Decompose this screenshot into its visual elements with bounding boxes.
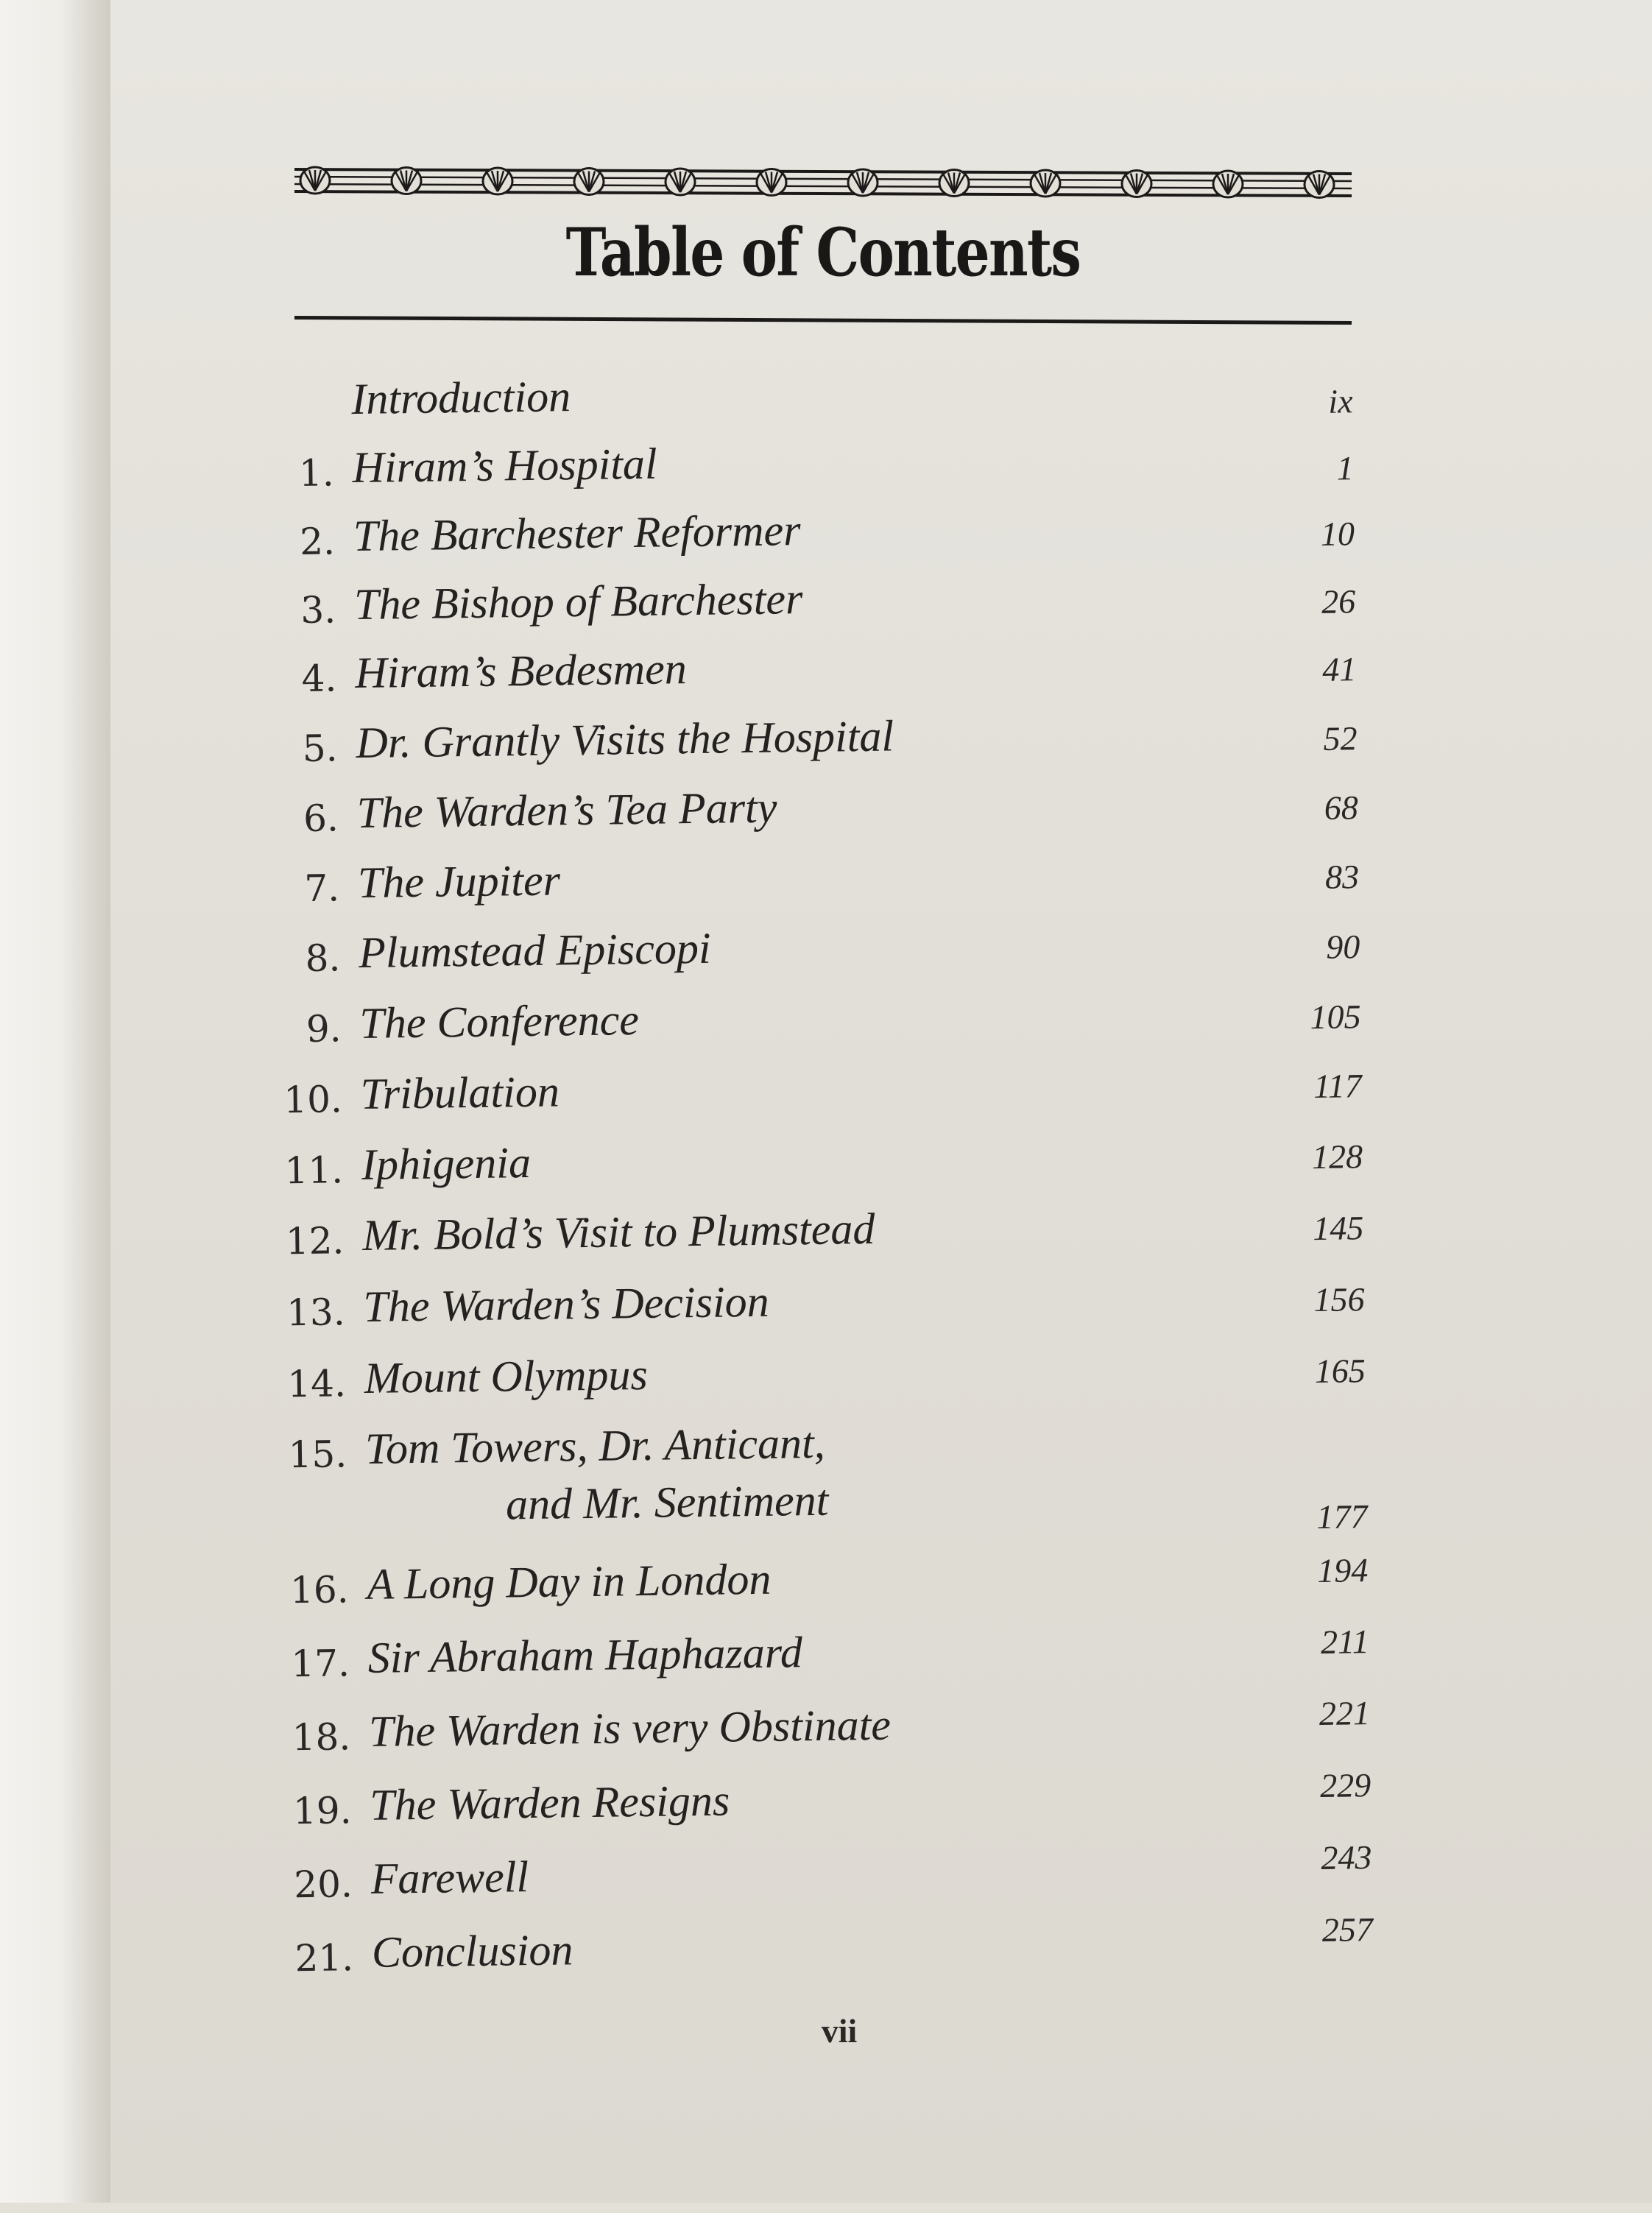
chapter-number: 18. (292, 1715, 351, 1760)
chapter-number (244, 383, 333, 384)
chapter-title: The Warden is very Obstinate (368, 1700, 892, 1756)
chapter-number: 13. (286, 1291, 346, 1335)
chapter-title: A Long Day in London (367, 1554, 772, 1609)
chapter-title: The Barchester Reformer (353, 506, 801, 561)
chapter-title: Hiram’s Hospital (352, 439, 657, 493)
chapter-number: 17. (290, 1642, 350, 1686)
toc-entry (10, 1837, 1652, 1917)
toc-entry (2, 1265, 1652, 1345)
chapter-title: Sir Abraham Haphazard (367, 1628, 803, 1682)
page-reference: 257 (1321, 1910, 1374, 1949)
chapter-title: The Warden Resigns (369, 1776, 730, 1829)
toc-entry (0, 562, 1646, 643)
chapter-title: Iphigenia (361, 1137, 532, 1189)
chapter-number: 1. (298, 451, 335, 495)
toc-entry (0, 357, 1643, 437)
page-reference: 52 (1323, 719, 1358, 758)
page-reference: 156 (1313, 1280, 1365, 1319)
chapter-title: The Warden’s Decision (363, 1277, 770, 1331)
toc-entry (1, 1123, 1652, 1203)
toc-entry (0, 494, 1645, 574)
chapter-title: Tom Towers, Dr. Anticant, (364, 1418, 826, 1473)
chapter-number: 9. (306, 1007, 342, 1051)
page-reference: 177 (1316, 1497, 1368, 1536)
toc-entry (0, 426, 1644, 506)
toc-entry (0, 841, 1649, 921)
chapter-title: Mount Olympus (364, 1349, 649, 1402)
page-reference: 211 (1320, 1623, 1369, 1661)
chapter-title: Mr. Bold’s Visit to Plumstead (361, 1204, 875, 1260)
toc-entry (6, 1542, 1652, 1623)
chapter-title: Introduction (350, 372, 571, 424)
chapter-number: 2. (299, 520, 336, 564)
toc-entry (3, 1336, 1652, 1416)
chapter-number: 7. (304, 867, 340, 910)
toc-entry (0, 631, 1647, 711)
chapter-number: 4. (301, 657, 337, 700)
page-reference: 243 (1321, 1838, 1372, 1877)
toc-entry (0, 911, 1651, 991)
page-reference: 10 (1320, 515, 1355, 553)
toc-entry (0, 1052, 1652, 1132)
toc-entry (1, 1193, 1652, 1274)
chapter-title: Tribulation (360, 1067, 560, 1118)
chapter-title: Hiram’s Bedesmen (354, 644, 688, 698)
toc-entry (4, 1407, 1652, 1536)
page-reference: 229 (1319, 1766, 1372, 1805)
chapter-number: 5. (302, 727, 338, 770)
page-reference: 1 (1336, 449, 1355, 487)
chapter-number: 19. (292, 1789, 352, 1833)
page-reference: 105 (1310, 998, 1361, 1037)
chapter-number: 10. (283, 1078, 343, 1122)
page-number-folio: vii (821, 2012, 858, 2050)
chapter-title: The Jupiter (357, 855, 561, 908)
chapter-number: 6. (303, 797, 339, 840)
chapter-title: The Bishop of Barchester (353, 574, 803, 629)
toc-entry (7, 1616, 1652, 1696)
toc-entry (0, 701, 1648, 781)
chapter-number: 14. (287, 1362, 347, 1406)
page-reference: 221 (1319, 1694, 1371, 1733)
chapter-number: 16. (289, 1568, 349, 1612)
page-reference: 68 (1324, 788, 1359, 827)
chapter-title: Plumstead Episcopi (358, 923, 711, 978)
chapter-number: 8. (305, 936, 341, 980)
toc-entry (0, 981, 1651, 1062)
toc-entry (0, 771, 1648, 851)
toc-entry (9, 1763, 1652, 1843)
page-reference: 83 (1324, 858, 1360, 896)
chapter-title: Dr. Grantly Visits the Hospital (356, 711, 894, 768)
chapter-title: Farewell (370, 1852, 529, 1903)
chapter-number: 3. (300, 588, 336, 632)
chapter-number: 15. (288, 1433, 347, 1477)
chapter-number: 12. (285, 1219, 345, 1263)
chapter-title: The Conference (359, 995, 640, 1048)
toc-entry (11, 1910, 1652, 1991)
page-reference: ix (1328, 382, 1353, 420)
chapter-title: The Warden’s Tea Party (356, 783, 777, 838)
page-reference: 165 (1314, 1352, 1366, 1391)
page-reference: 41 (1321, 650, 1357, 688)
chapter-number: 21. (294, 1936, 354, 1980)
chapter-title-continued: and Mr. Sentiment (505, 1475, 829, 1529)
page-reference: 26 (1321, 582, 1356, 621)
chapter-number: 11. (284, 1148, 344, 1193)
page-reference: 145 (1312, 1209, 1364, 1248)
chapter-number: 20. (293, 1863, 353, 1907)
page-reference: 128 (1311, 1137, 1363, 1176)
page-title: Table of Contents (565, 213, 1081, 292)
page-reference: 194 (1317, 1551, 1369, 1590)
toc-entry (8, 1690, 1652, 1770)
chapter-title: Conclusion (371, 1925, 573, 1977)
page-reference: 90 (1325, 928, 1360, 966)
page-reference: 117 (1313, 1067, 1363, 1106)
